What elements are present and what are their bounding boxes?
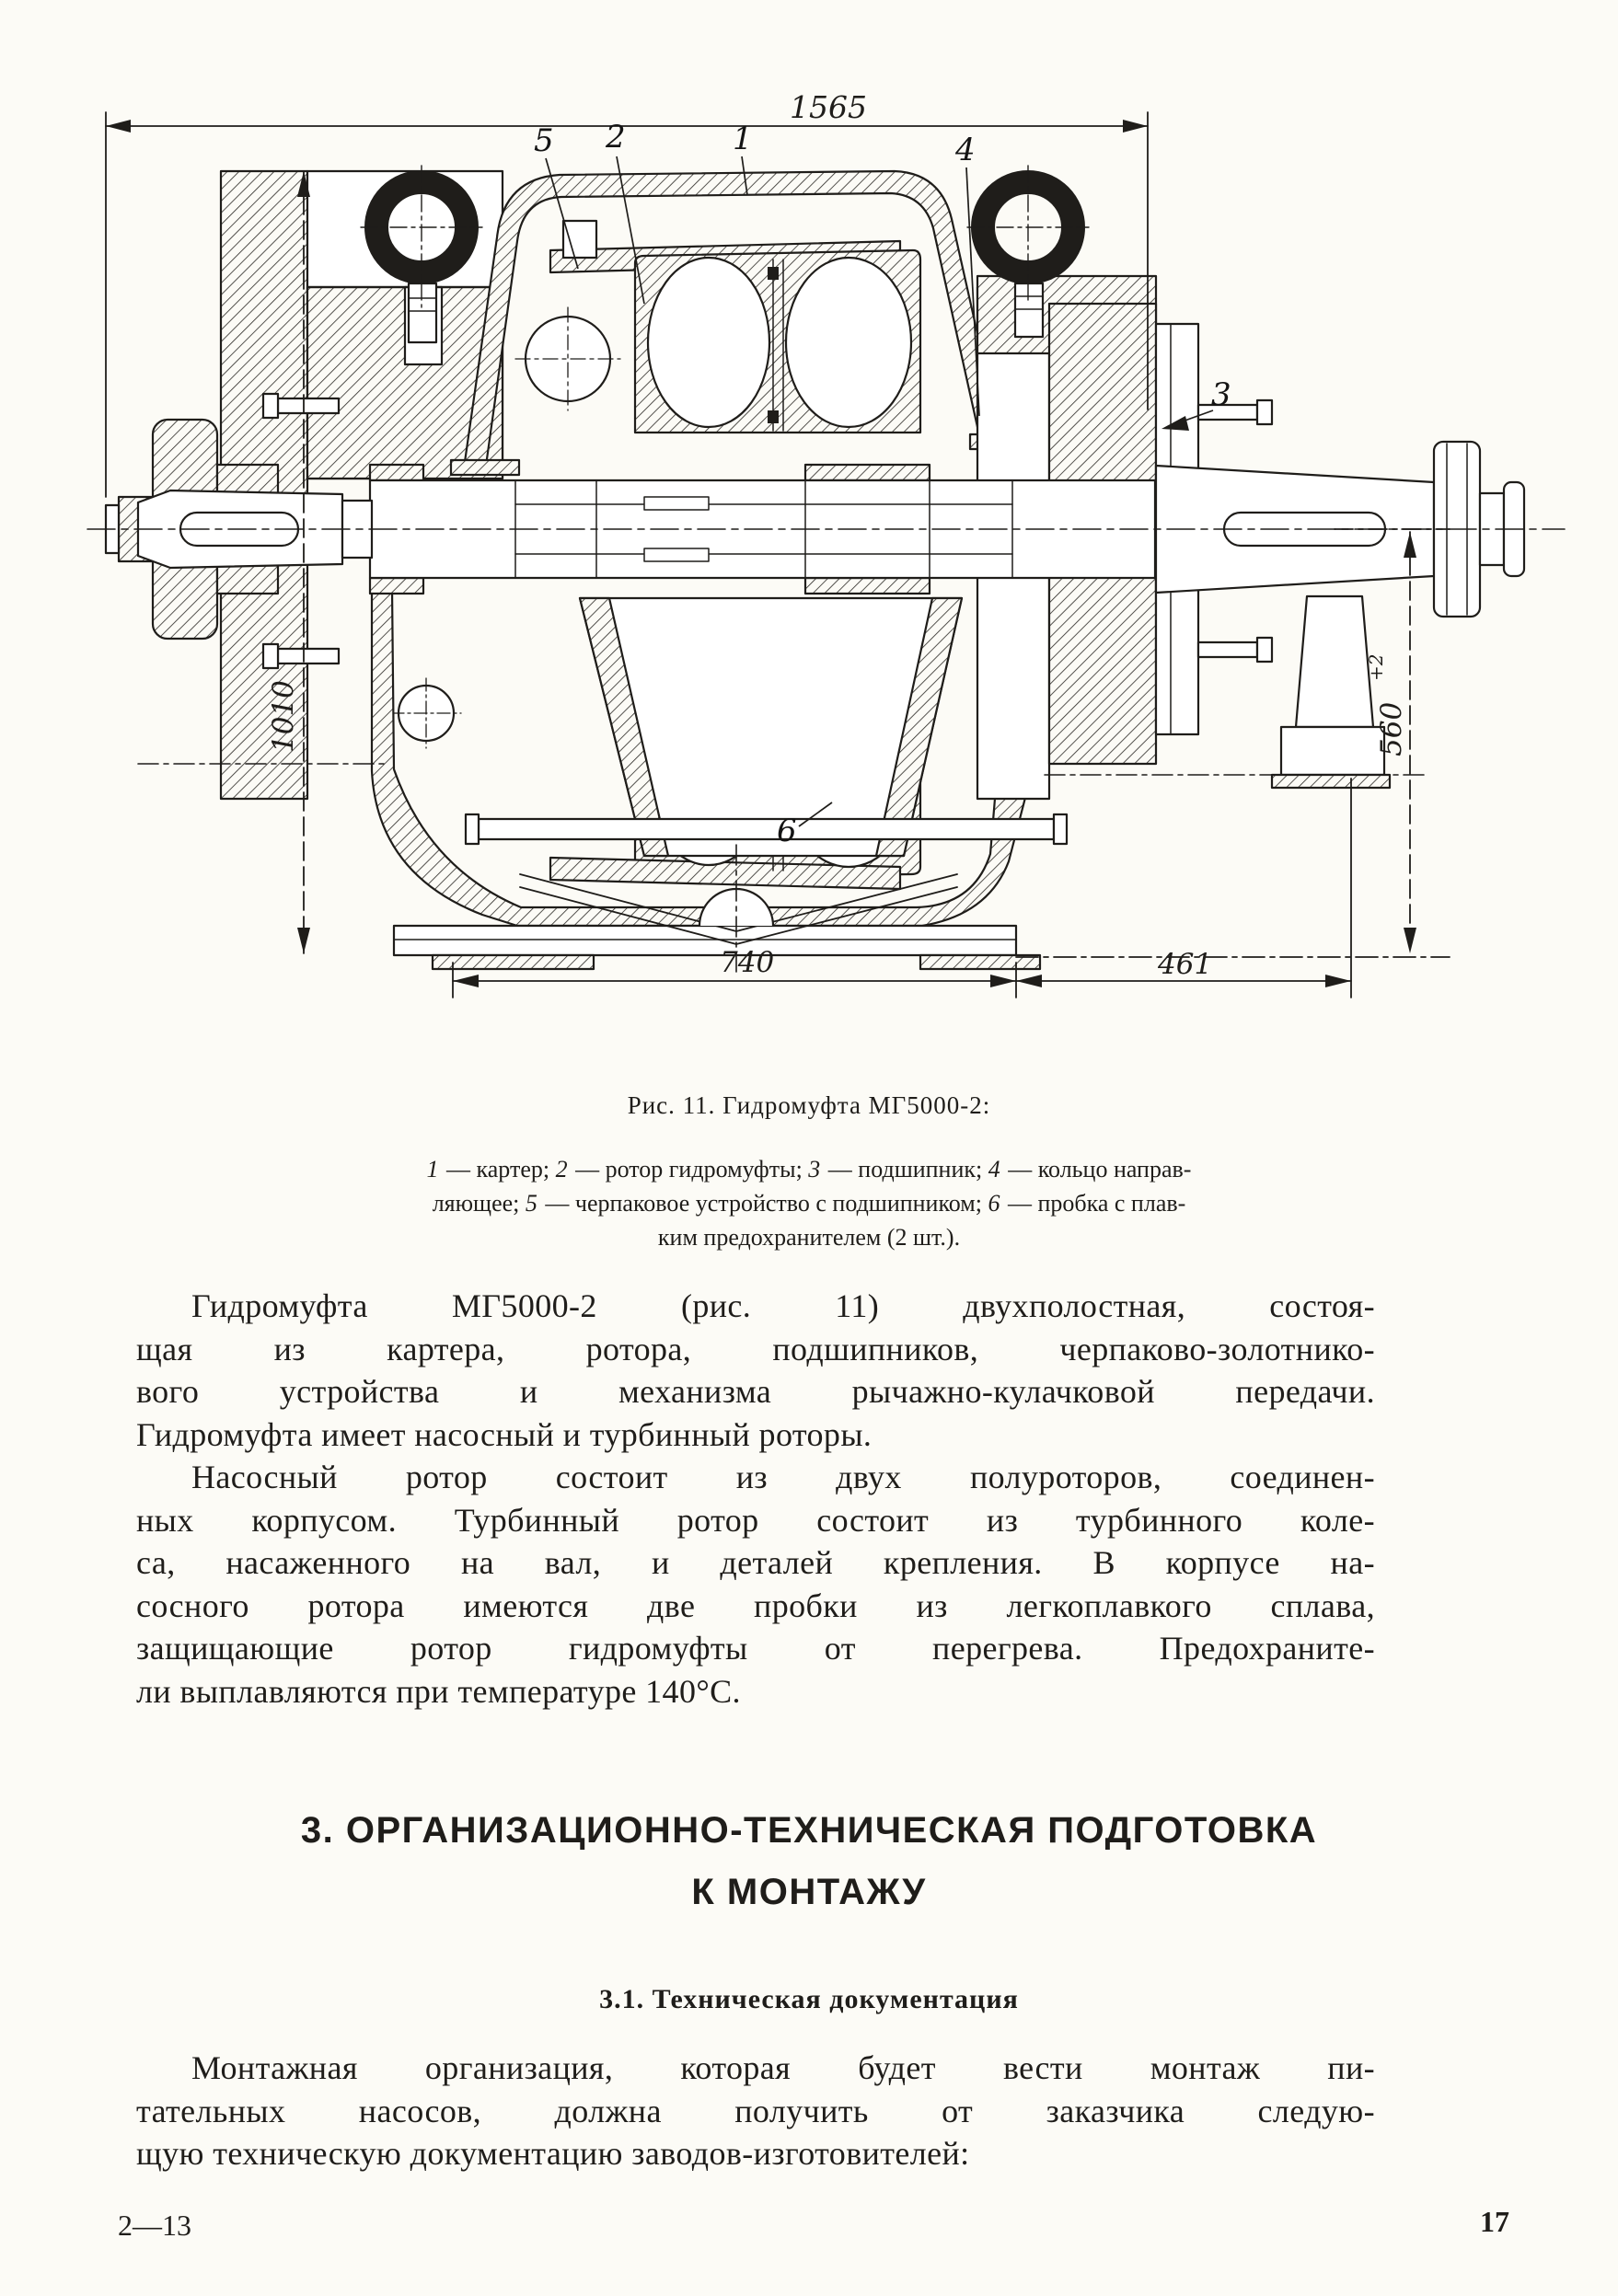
paragraph-description-1: [136, 1285, 1375, 1456]
text-line: Насосный ротор состоит из двух полуроторов, соединен-: [191, 1459, 1375, 1495]
printers-signature: 2—13: [118, 2209, 191, 2242]
callout-2: 2: [606, 119, 626, 156]
figure-legend: [197, 1152, 1421, 1254]
text-line: Гидромуфта имеет насосный и турбинный роторы.: [136, 1415, 873, 1453]
figure-caption: Рис. 11. Гидромуфта МГ5000-2:: [627, 1091, 991, 1119]
text-line: щая из картера, ротора, подшипников, черпаково-золотнико-: [136, 1330, 1375, 1367]
paragraph-description-2: [136, 1456, 1375, 1713]
text-line: ных корпусом. Турбинный ротор состоит из турбинного коле-: [136, 1501, 1375, 1539]
text-line: щую техническую документацию заводов-изготовителей:: [136, 2135, 970, 2172]
dim-base-right-span: 461: [1158, 948, 1213, 981]
callout-4: 4: [955, 132, 976, 168]
rotor-upper: [515, 221, 920, 433]
text-line: Гидромуфта МГ5000-2 (рис. 11) двухполостная, состоя-: [191, 1287, 1375, 1324]
subsection-heading: 3.1. Техническая документация: [599, 1984, 1019, 2014]
figure-hydraulic-coupling-drawing: [0, 0, 1618, 1077]
dim-total-length: 1565: [790, 89, 867, 125]
section-heading-line-1: 3. ОРГАНИЗАЦИОННО-ТЕХНИЧЕСКАЯ ПОДГОТОВКА: [300, 1810, 1318, 1851]
text-line: сосного ротора имеются две пробки из легкоплавкого сплава,: [136, 1586, 1375, 1624]
text-line: тательных насосов, должна получить от заказчика следую-: [136, 2092, 1375, 2129]
dim-base-span: 740: [720, 946, 775, 979]
callout-1: 1: [733, 121, 753, 157]
text-line: защищающие ротор гидромуфты от перегрева. Предохраните-: [136, 1630, 1375, 1667]
section-heading: [0, 1800, 1618, 1923]
page-number: 17: [1480, 2205, 1509, 2238]
dim-axis-height-tolerance: +2: [1365, 653, 1387, 681]
callout-5: 5: [534, 122, 554, 159]
callout-6: 6: [777, 813, 797, 849]
text-line: ли выплавляются при температуре 140°С.: [136, 1672, 741, 1710]
text-line: ким предохранителем (2 шт.).: [657, 1224, 961, 1251]
callout-3: 3: [1211, 376, 1231, 413]
paragraph-description-3: [136, 2047, 1375, 2175]
output-support-foot: [1272, 596, 1390, 788]
text-line: вого устройства и механизма рычажно-кулачковой передачи.: [136, 1373, 1375, 1410]
text-line: ляющее; 5 — черпаковое устройство с подшипником; 6 — пробка с плав-: [432, 1190, 1186, 1217]
text-line: Монтажная организация, которая будет вести монтаж пи-: [191, 2049, 1375, 2086]
text-line: 1 — картер; 2 — ротор гидромуфты; 3 — подшипник; 4 — кольцо направ-: [426, 1156, 1192, 1183]
text-line: са, насаженного на вал, и деталей крепления. В корпусе на-: [136, 1544, 1375, 1581]
dim-total-height: 1010: [267, 680, 300, 753]
section-heading-line-2: К МОНТАЖУ: [691, 1872, 927, 1912]
dim-axis-height: 560: [1375, 701, 1408, 756]
